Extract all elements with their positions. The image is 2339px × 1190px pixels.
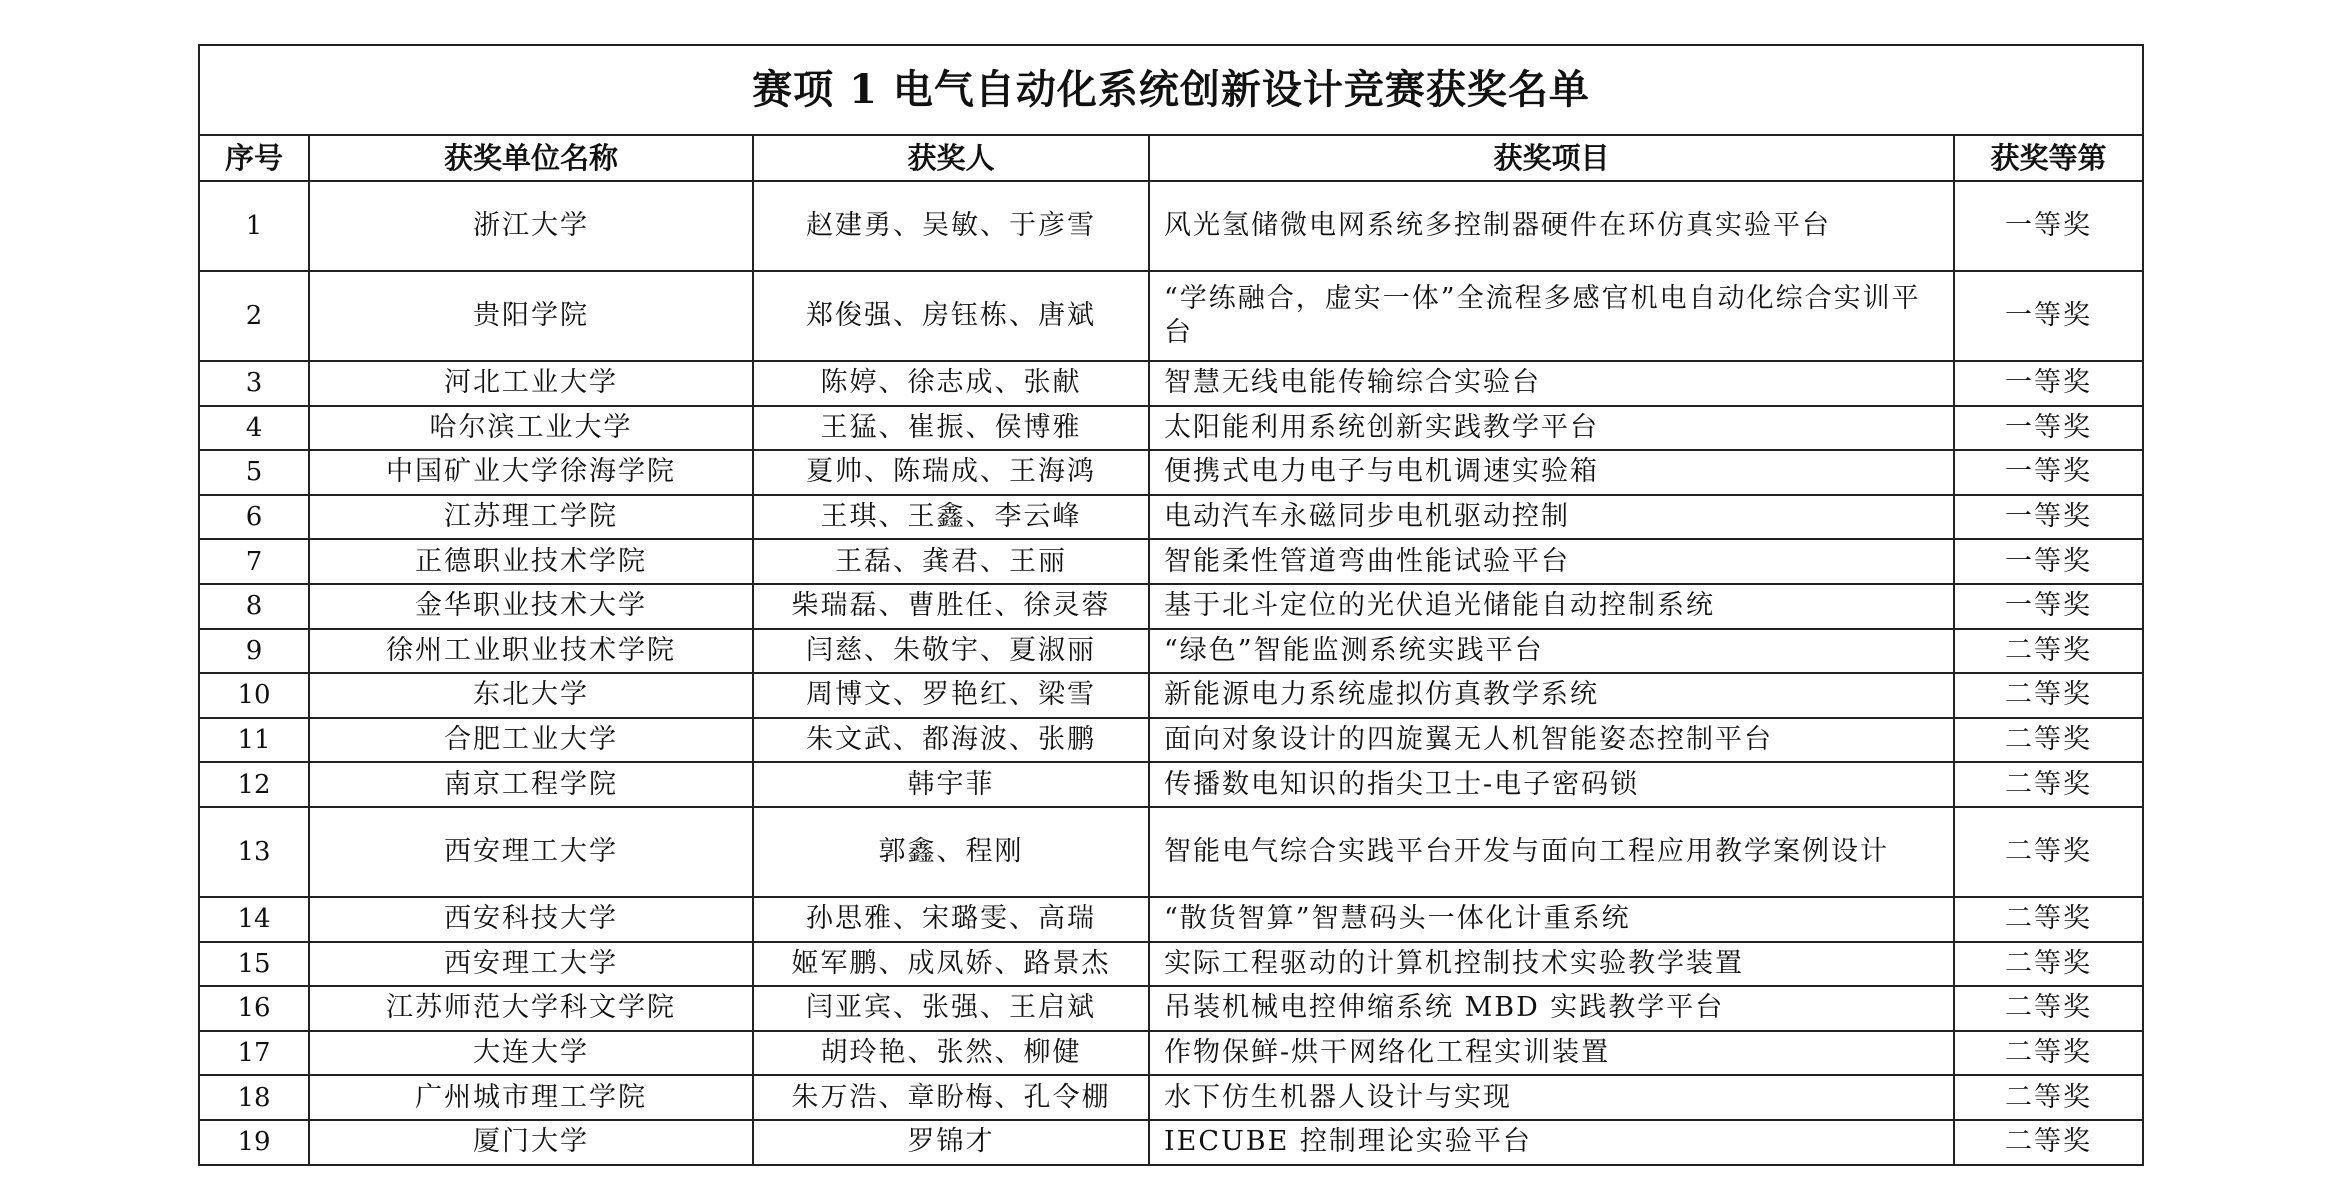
row-unit: 正德职业技术学院	[309, 539, 753, 584]
row-people: 柴瑞磊、曹胜任、徐灵蓉	[753, 584, 1149, 629]
row-index: 12	[199, 762, 309, 807]
row-people: 孙思雅、宋璐雯、高瑞	[753, 897, 1149, 942]
table-row	[199, 1031, 2143, 1076]
row-level: 一等奖	[1954, 271, 2143, 361]
row-level: 一等奖	[1954, 539, 2143, 584]
award-table	[198, 44, 2144, 1166]
column-header-index: 序号	[199, 135, 309, 181]
row-people: 闫慈、朱敬宇、夏淑丽	[753, 629, 1149, 674]
table-row	[199, 406, 2143, 451]
row-index: 9	[199, 629, 309, 674]
row-index: 1	[199, 181, 309, 271]
row-people: 王琪、王鑫、李云峰	[753, 495, 1149, 540]
row-unit: 合肥工业大学	[309, 718, 753, 763]
row-unit: 浙江大学	[309, 181, 753, 271]
row-people: 郭鑫、程刚	[753, 807, 1149, 897]
row-index: 15	[199, 942, 309, 987]
row-people: 胡玲艳、张然、柳健	[753, 1031, 1149, 1076]
row-unit: 江苏理工学院	[309, 495, 753, 540]
row-project: 作物保鲜-烘干网络化工程实训装置	[1149, 1031, 1954, 1076]
award-list-sheet	[198, 44, 2142, 1166]
row-level: 二等奖	[1954, 807, 2143, 897]
row-level: 一等奖	[1954, 450, 2143, 495]
column-header-unit: 获奖单位名称	[309, 135, 753, 181]
row-index: 4	[199, 406, 309, 451]
row-level: 二等奖	[1954, 629, 2143, 674]
row-project: 电动汽车永磁同步电机驱动控制	[1149, 495, 1954, 540]
row-level: 一等奖	[1954, 495, 2143, 540]
row-level: 二等奖	[1954, 1075, 2143, 1120]
row-level: 二等奖	[1954, 897, 2143, 942]
row-index: 6	[199, 495, 309, 540]
table-row	[199, 539, 2143, 584]
row-index: 2	[199, 271, 309, 361]
table-row	[199, 807, 2143, 897]
row-project: 智能柔性管道弯曲性能试验平台	[1149, 539, 1954, 584]
row-project: 智慧无线电能传输综合实验台	[1149, 361, 1954, 406]
row-project: 面向对象设计的四旋翼无人机智能姿态控制平台	[1149, 718, 1954, 763]
row-level: 一等奖	[1954, 584, 2143, 629]
table-row	[199, 762, 2143, 807]
table-row	[199, 673, 2143, 718]
row-unit: 河北工业大学	[309, 361, 753, 406]
table-row	[199, 495, 2143, 540]
row-people: 赵建勇、吴敏、于彦雪	[753, 181, 1149, 271]
row-unit: 中国矿业大学徐海学院	[309, 450, 753, 495]
row-project: 便携式电力电子与电机调速实验箱	[1149, 450, 1954, 495]
row-project: “绿色”智能监测系统实践平台	[1149, 629, 1954, 674]
row-project: 太阳能利用系统创新实践教学平台	[1149, 406, 1954, 451]
row-index: 11	[199, 718, 309, 763]
column-header-level: 获奖等第	[1954, 135, 2143, 181]
row-people: 朱文武、都海波、张鹏	[753, 718, 1149, 763]
row-people: 姬军鹏、成凤娇、路景杰	[753, 942, 1149, 987]
row-index: 8	[199, 584, 309, 629]
row-unit: 徐州工业职业技术学院	[309, 629, 753, 674]
table-row	[199, 1075, 2143, 1120]
table-row	[199, 897, 2143, 942]
row-people: 闫亚宾、张强、王启斌	[753, 986, 1149, 1031]
row-level: 一等奖	[1954, 406, 2143, 451]
table-title: 赛项 1 电气自动化系统创新设计竞赛获奖名单	[199, 45, 2143, 135]
row-people: 夏帅、陈瑞成、王海鸿	[753, 450, 1149, 495]
row-unit: 金华职业技术大学	[309, 584, 753, 629]
row-level: 二等奖	[1954, 718, 2143, 763]
row-project: 风光氢储微电网系统多控制器硬件在环仿真实验平台	[1149, 181, 1954, 271]
row-index: 19	[199, 1120, 309, 1165]
table-row	[199, 718, 2143, 763]
row-project: 传播数电知识的指尖卫士-电子密码锁	[1149, 762, 1954, 807]
row-unit: 西安理工大学	[309, 807, 753, 897]
row-people: 王磊、龚君、王丽	[753, 539, 1149, 584]
row-index: 7	[199, 539, 309, 584]
table-row	[199, 361, 2143, 406]
row-level: 二等奖	[1954, 1120, 2143, 1165]
row-unit: 厦门大学	[309, 1120, 753, 1165]
row-project: 智能电气综合实践平台开发与面向工程应用教学案例设计	[1149, 807, 1954, 897]
row-project: 新能源电力系统虚拟仿真教学系统	[1149, 673, 1954, 718]
table-row	[199, 181, 2143, 271]
row-people: 罗锦才	[753, 1120, 1149, 1165]
column-header-row	[199, 135, 2143, 181]
row-unit: 南京工程学院	[309, 762, 753, 807]
table-row	[199, 271, 2143, 361]
column-header-people: 获奖人	[753, 135, 1149, 181]
row-level: 二等奖	[1954, 1031, 2143, 1076]
table-row	[199, 450, 2143, 495]
row-people: 朱万浩、章盼梅、孔令棚	[753, 1075, 1149, 1120]
row-level: 二等奖	[1954, 986, 2143, 1031]
row-people: 郑俊强、房钰栋、唐斌	[753, 271, 1149, 361]
table-row	[199, 629, 2143, 674]
row-project: “学练融合，虚实一体”全流程多感官机电自动化综合实训平台	[1149, 271, 1954, 361]
table-row	[199, 942, 2143, 987]
column-header-project: 获奖项目	[1149, 135, 1954, 181]
row-unit: 东北大学	[309, 673, 753, 718]
row-unit: 贵阳学院	[309, 271, 753, 361]
row-level: 一等奖	[1954, 361, 2143, 406]
table-row	[199, 1120, 2143, 1165]
row-project: 水下仿生机器人设计与实现	[1149, 1075, 1954, 1120]
row-people: 韩宇菲	[753, 762, 1149, 807]
row-index: 18	[199, 1075, 309, 1120]
row-project: “散货智算”智慧码头一体化计重系统	[1149, 897, 1954, 942]
row-index: 5	[199, 450, 309, 495]
row-index: 13	[199, 807, 309, 897]
row-level: 二等奖	[1954, 673, 2143, 718]
row-people: 周博文、罗艳红、梁雪	[753, 673, 1149, 718]
row-index: 14	[199, 897, 309, 942]
row-project: 实际工程驱动的计算机控制技术实验教学装置	[1149, 942, 1954, 987]
row-level: 一等奖	[1954, 181, 2143, 271]
row-index: 16	[199, 986, 309, 1031]
row-unit: 大连大学	[309, 1031, 753, 1076]
row-index: 3	[199, 361, 309, 406]
row-index: 17	[199, 1031, 309, 1076]
row-project: 吊装机械电控伸缩系统 MBD 实践教学平台	[1149, 986, 1954, 1031]
row-unit: 西安科技大学	[309, 897, 753, 942]
row-unit: 江苏师范大学科文学院	[309, 986, 753, 1031]
row-unit: 广州城市理工学院	[309, 1075, 753, 1120]
row-project: IECUBE 控制理论实验平台	[1149, 1120, 1954, 1165]
row-unit: 西安理工大学	[309, 942, 753, 987]
table-row	[199, 584, 2143, 629]
row-people: 王猛、崔振、侯博雅	[753, 406, 1149, 451]
row-level: 二等奖	[1954, 762, 2143, 807]
row-level: 二等奖	[1954, 942, 2143, 987]
table-row	[199, 986, 2143, 1031]
row-project: 基于北斗定位的光伏追光储能自动控制系统	[1149, 584, 1954, 629]
row-index: 10	[199, 673, 309, 718]
row-unit: 哈尔滨工业大学	[309, 406, 753, 451]
row-people: 陈婷、徐志成、张献	[753, 361, 1149, 406]
